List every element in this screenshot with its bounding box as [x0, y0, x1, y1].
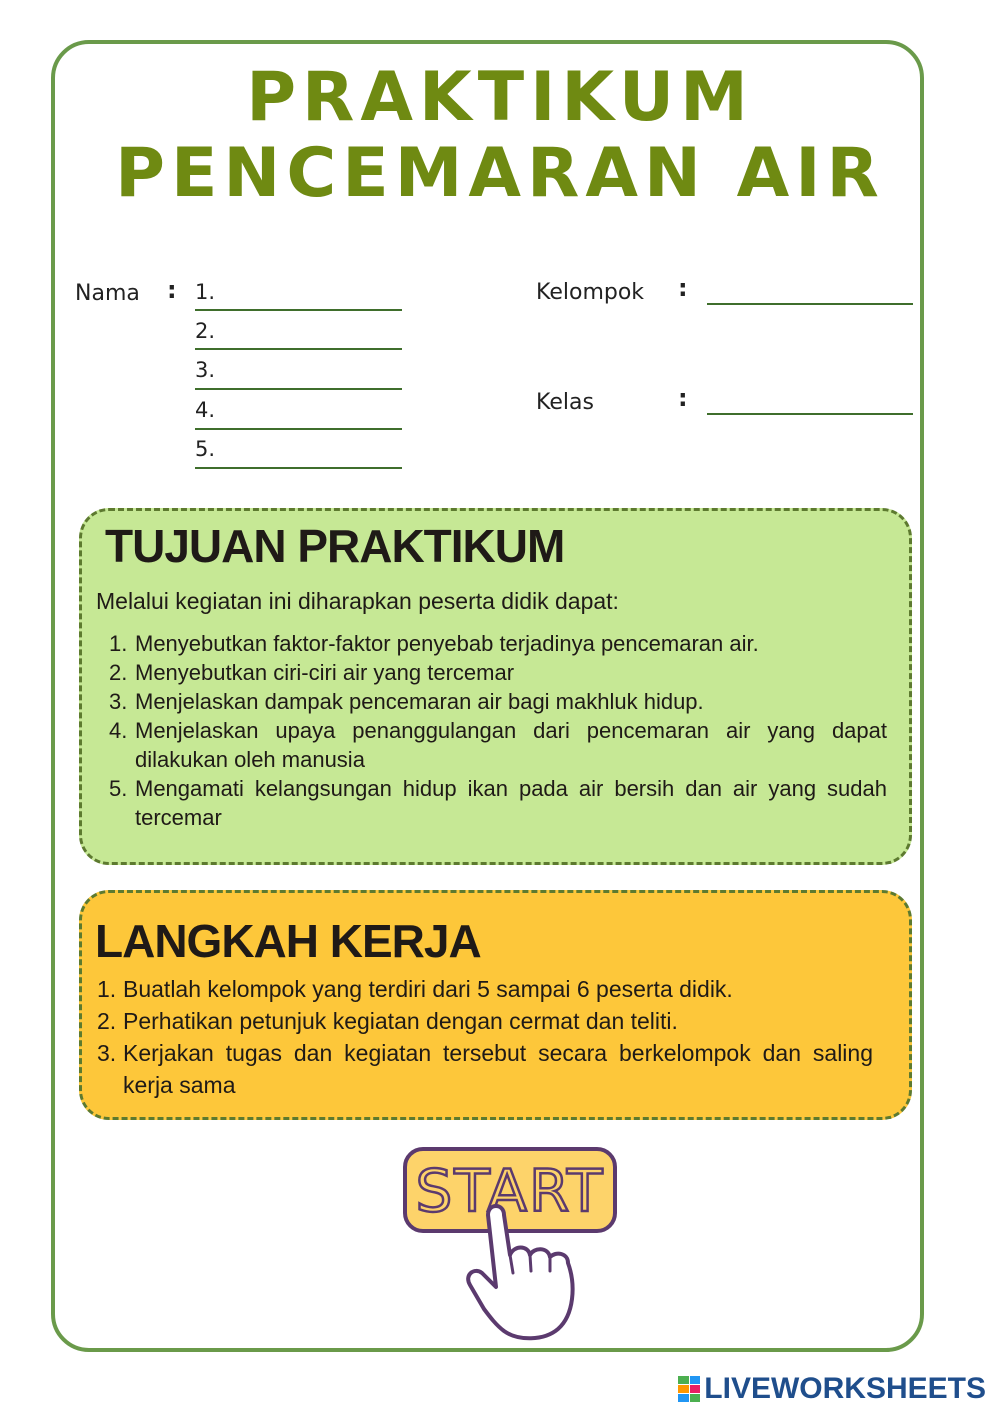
list-item [97, 973, 873, 1005]
list-item-text: Buatlah kelompok yang terdiri dari 5 sampai 6 peserta didik. [123, 976, 733, 1002]
list-item-text: Mengamati kelangsungan hidup ikan pada air bersih dan air yang sudah tercemar [135, 776, 887, 830]
list-item-text: Menjelaskan upaya penanggulangan dari pencemaran air yang dapat dilakukan oleh manusia [135, 718, 887, 772]
nama-field-2[interactable] [195, 348, 402, 350]
list-item-number: 3. [109, 689, 128, 714]
list-item-text: Menyebutkan faktor-faktor penyebab terjadinya pencemaran air. [135, 631, 759, 656]
kelompok-field[interactable] [707, 303, 913, 305]
list-item [109, 658, 887, 687]
tujuan-intro: Melalui kegiatan ini diharapkan peserta didik dapat: [96, 588, 619, 614]
nama-field-3[interactable] [195, 388, 402, 390]
page-title-line1: PRAKTIKUM [246, 58, 754, 137]
nama-field-5[interactable] [195, 467, 402, 469]
nama-colon: : [167, 276, 177, 304]
list-item-number: 3. [97, 1040, 117, 1066]
list-item-text: Menjelaskan dampak pencemaran air bagi makhluk hidup. [135, 689, 704, 714]
list-item-number: 2. [97, 1008, 117, 1034]
list-item-number: 2. [109, 660, 128, 685]
list-item [97, 1037, 873, 1101]
list-item [109, 716, 887, 774]
start-button[interactable] [400, 1145, 620, 1345]
kelas-colon: : [678, 384, 688, 412]
list-item [97, 1005, 873, 1037]
list-item-number: 4. [109, 718, 128, 743]
list-item-text: Kerjakan tugas dan kegiatan tersebut secara berkelompok dan saling kerja sama [123, 1040, 873, 1098]
list-item [109, 687, 887, 716]
page-title-line2: PENCEMARAN AIR [115, 134, 885, 213]
nama-field-1[interactable] [195, 309, 402, 311]
nama-label: Nama [75, 281, 140, 306]
kelas-field[interactable] [707, 413, 913, 415]
list-item [109, 629, 887, 658]
nama-number-3: 3. [195, 358, 216, 382]
list-item-number: 5. [109, 776, 128, 801]
nama-number-5: 5. [195, 437, 216, 461]
kelompok-colon: : [678, 274, 688, 302]
liveworksheets-logo [678, 1372, 986, 1406]
nama-field-4[interactable] [195, 428, 402, 430]
tujuan-heading: TUJUAN PRAKTIKUM [105, 520, 565, 572]
list-item-text: Menyebutkan ciri-ciri air yang tercemar [135, 660, 515, 685]
kelas-label: Kelas [536, 390, 594, 415]
langkah-heading: LANGKAH KERJA [95, 915, 481, 967]
nama-number-2: 2. [195, 319, 216, 343]
nama-number-4: 4. [195, 398, 216, 422]
liveworksheets-logo-icon [678, 1376, 700, 1402]
list-item [109, 774, 887, 832]
kelompok-label: Kelompok [536, 280, 645, 305]
start-button-label: START [415, 1157, 605, 1225]
tujuan-list [109, 629, 887, 832]
list-item-number: 1. [97, 976, 117, 1002]
langkah-list [97, 973, 873, 1101]
list-item-text: Perhatikan petunjuk kegiatan dengan cermat dan teliti. [123, 1008, 678, 1034]
liveworksheets-brand-text: LIVEWORKSHEETS [704, 1372, 986, 1405]
start-button-graphic[interactable] [400, 1145, 620, 1345]
list-item-number: 1. [109, 631, 128, 656]
nama-number-1: 1. [195, 280, 216, 304]
